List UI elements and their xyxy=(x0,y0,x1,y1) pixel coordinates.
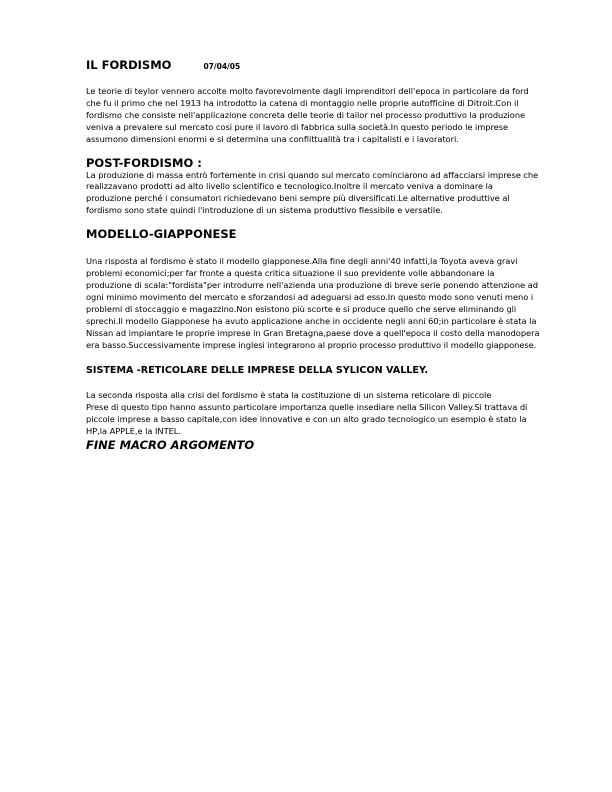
section-title-sistema-reticolare: SISTEMA -RETICOLARE DELLE IMPRESE DELLA SYLICON VALLEY. xyxy=(86,365,428,377)
paragraph-post-fordismo: La produzione di massa entrò fortemente in crisi quando sul mercato cominciarono ad affacciarsi imprese che realizzavano prodotti ad alto livello scientifico e tecnologico.Inoltre il mercato veniva a dominare la produzione perché i consumatori richiedevano beni sempre più diversificati.Le alternative produttive al fordismo sono state quindi l'introduzione di un sistema produttivo flessibile e versatile. xyxy=(86,169,539,216)
document-page xyxy=(86,58,586,452)
fine-macro-argomento: FINE MACRO ARGOMENTO xyxy=(86,438,255,453)
paragraph-sistema-reticolare: La seconda risposta alla crisi del fordismo è stata la costituzione di un sistema reticolare di piccole Prese di questo tipo hanno assunto particolare importanza quelle insediare nella Silicon Valley.Si trattava di piccole imprese a basso capitale,con idee innovative e con un alto grado tecnologico un esempio è stato la HP,la APPLE,e la INTEL. xyxy=(86,390,528,437)
section-title-post-fordismo: POST-FORDISMO : xyxy=(86,155,202,170)
section-title-fordismo: IL FORDISMO xyxy=(86,58,172,72)
title-row xyxy=(86,58,586,72)
paragraph-fordismo: Le teorie di teylor vennero accolte molto favorevolmente dagli imprenditori dell'epoca in particolare da ford che fu il primo che nel 1913 ha introdotto la catena di montaggio nelle proprie autofficine di Ditroit.Con il fordismo che consiste nell'applicazione concreta delle teorie di tailor nel processo produttivo la produzione veniva a prevalere sul mercato così pure il lavoro di fabbrica sulla società.In questo periodo le imprese assumono dimensioni enormi e si determina una conflittualità tra i capitalisti e i lavoratori. xyxy=(86,86,529,144)
document-date: 07/04/05 xyxy=(203,62,241,71)
paragraph-modello-giapponese: Una risposta al fordismo è stato il modello giapponese.Alla fine degli anni'40 infatti,la Toyota aveva gravi problemi economici;per far fronte a questa critica situazione il suo previdente volle abbandonare la produzione di scala:"fordista"per introdurre nell'azienda una produzione di breve serie ponendo attenzione ad ogni minimo movimento del mercato e sforzandosi ad adeguarsi ad esso.In questo modo sono venuti meno i problemi di stoccaggio e magazzino.Non esistono più scorte e si produce quello che serve eliminando gli sprechi.Il modello Giapponese ha avuto applicazione anche in occidente negli anni 60;in particolare è stata la Nissan ad impiantare le proprie imprese in Gran Bretagna,paese dove a quell'epoca il costo della manodopera era basso.Successivamente imprese inglesi integrarono al proprio processo produttivo il modello giapponese. xyxy=(86,256,540,350)
section-title-modello-giapponese: MODELLO-GIAPPONESE xyxy=(86,227,237,242)
